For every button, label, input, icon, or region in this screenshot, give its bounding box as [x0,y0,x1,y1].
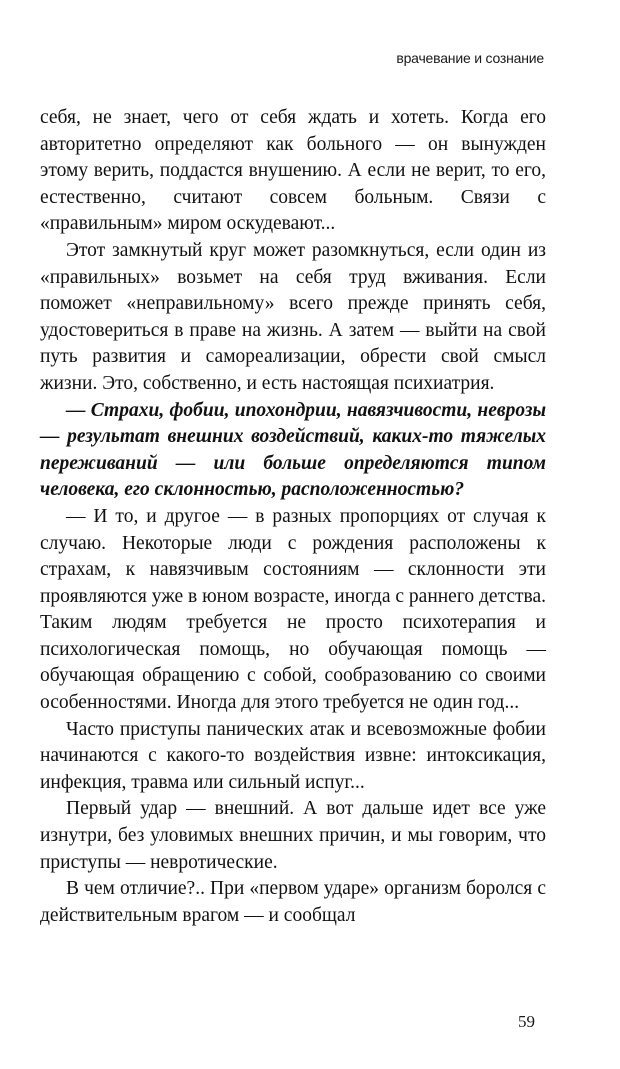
interview-question: — Страхи, фобии, ипохондрии, навязчивости, неврозы — результат внешних воздействий, каких-то тяжелых переживаний — или больше определяются типом человека, его склонностью, расположенностью? [40,399,546,501]
paragraph: В чем отличие?.. При «первом ударе» организм боролся с действительным врагом — и сообщал [40,878,546,926]
paragraph: Этот замкнутый круг может разомкнуться, если один из «правильных» возьмет на себя труд вживания. Если поможет «неправильному» всего прежде принять себя, удостовериться в праве на жизнь. А затем — выйти на свой путь развития и самореализации, обрести свой смысл жизни. Это, собственно, и есть настоящая психиатрия. [40,239,546,394]
paragraph-continuation: себя, не знает, чего от себя ждать и хотеть. Когда его авторитетно определяют как больного — он вынужден этому верить, поддастся внушению. А если не верит, то его, естественно, считают совсем больным. Связи с «правильным» миром оскудевают... [40,107,546,235]
body-text [40,105,546,929]
running-header: врачевание и сознание [396,50,544,66]
paragraph: Часто приступы панических атак и всевозможные фобии начинаются с какого-то воздействия извне: интоксикация, инфекция, травма или сильный испуг... [40,718,546,793]
page-number: 59 [518,1012,535,1031]
paragraph: — И то, и другое — в разных пропорциях от случая к случаю. Некоторые люди с рождения расположены к страхам, к навязчивым состояниям — склонности эти проявляются уже в юном возрасте, иногда с раннего детства. Таким людям требуется не просто психотерапия и психологическая помощь, но обучающая помощь — обучающая обращению с собой, сообразованию со своими особенностями. Иногда для этого требуется не один год... [40,505,546,714]
paragraph: Первый удар — внешний. А вот дальше идет все уже изнутри, без уловимых внешних причин, и мы говорим, что приступы — невротические. [40,798,546,873]
